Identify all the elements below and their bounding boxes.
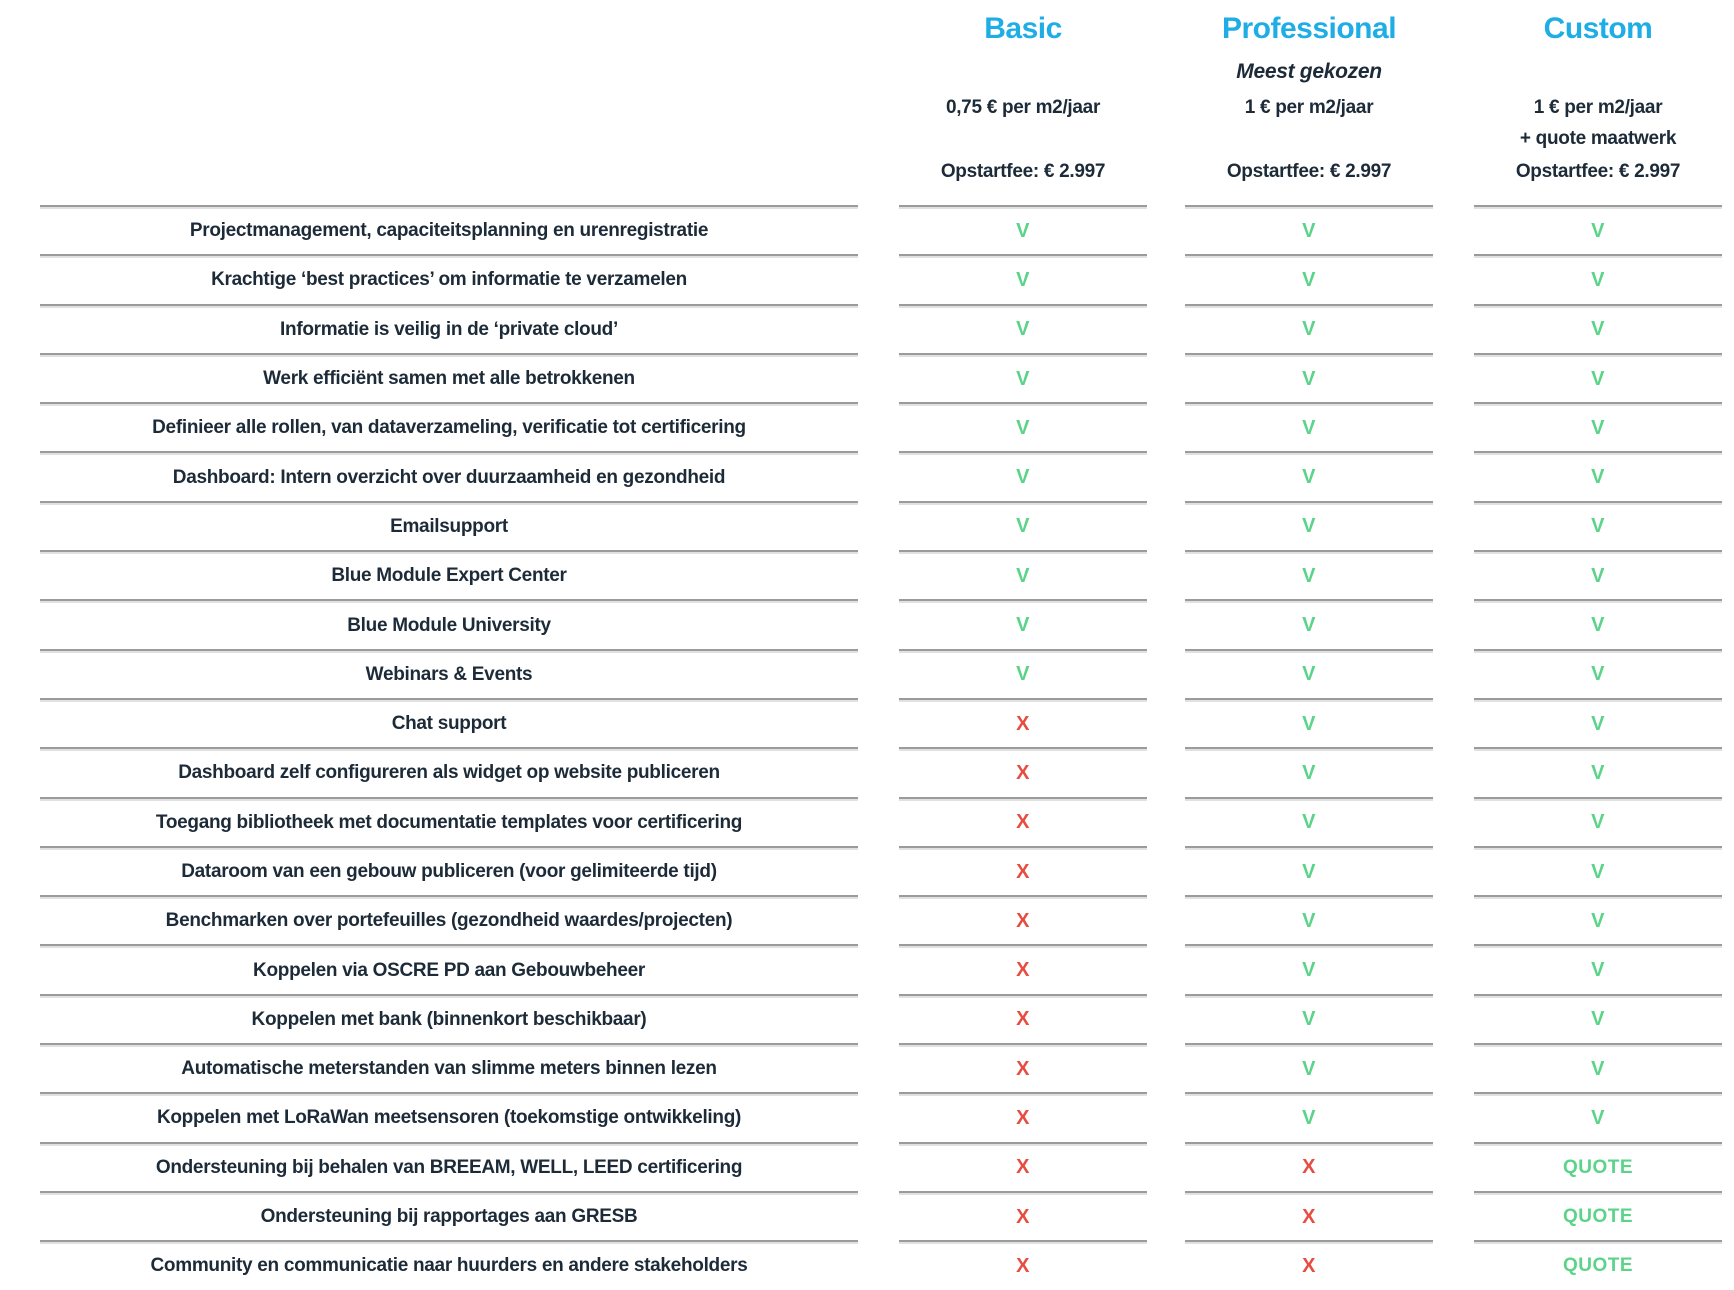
feature-row <box>0 304 1734 353</box>
mark-cell-basic <box>899 1191 1147 1240</box>
mark-no: X <box>1016 1008 1030 1031</box>
feature-cell <box>40 304 858 353</box>
feature-label: Dashboard: Intern overzicht over duurzaamheid en gezondheid <box>172 466 726 488</box>
mark-yes: V <box>1302 811 1316 834</box>
feature-label: Dataroom van een gebouw publiceren (voor gelimiteerde tijd) <box>181 861 717 882</box>
mark-yes: V <box>1591 268 1605 291</box>
feature-row <box>0 797 1734 846</box>
mark-cell-custom <box>1474 1142 1722 1191</box>
mark-yes: V <box>1591 959 1605 982</box>
mark-cell-custom <box>1474 1240 1722 1289</box>
mark-no: X <box>1016 959 1030 982</box>
feature-cell <box>40 205 858 254</box>
feature-label: Webinars & Events <box>365 663 533 685</box>
mark-yes: V <box>1591 761 1605 784</box>
feature-row <box>0 205 1734 254</box>
feature-label: Community en communicatie naar huurders en andere stakeholders <box>150 1255 748 1277</box>
feature-cell <box>40 797 858 846</box>
mark-cell-basic <box>899 797 1147 846</box>
feature-cell <box>40 550 858 599</box>
mark-cell-basic <box>899 402 1147 451</box>
mark-cell-basic <box>899 451 1147 500</box>
mark-cell-basic <box>899 550 1147 599</box>
mark-yes: V <box>1302 761 1316 784</box>
feature-label: Ondersteuning bij rapportages aan GRESB <box>260 1206 638 1228</box>
feature-row <box>0 1043 1734 1092</box>
feature-cell <box>40 1043 858 1092</box>
feature-cell <box>40 747 858 796</box>
plan-price-basic: 0,75 € per m2/jaar <box>945 97 1101 118</box>
mark-cell-professional <box>1185 501 1433 550</box>
feature-label: Informatie is veilig in de ‘private cloud’ <box>280 318 618 340</box>
feature-row <box>0 698 1734 747</box>
feature-row <box>0 747 1734 796</box>
plan-startfee-professional: Opstartfee: € 2.997 <box>1226 161 1392 182</box>
mark-cell-professional <box>1185 550 1433 599</box>
plan-price-professional: 1 € per m2/jaar <box>1244 97 1374 118</box>
feature-cell <box>40 698 858 747</box>
mark-yes: V <box>1302 367 1316 390</box>
feature-cell <box>40 1191 858 1240</box>
feature-label: Ondersteuning bij behalen van BREEAM, WELL, LEED certificering <box>155 1156 743 1178</box>
mark-cell-professional <box>1185 254 1433 303</box>
mark-no: X <box>1302 1156 1316 1179</box>
feature-row <box>0 254 1734 303</box>
mark-cell-professional <box>1185 994 1433 1043</box>
mark-yes: V <box>1302 219 1316 242</box>
mark-cell-basic <box>899 254 1147 303</box>
mark-cell-custom <box>1474 1191 1722 1240</box>
mark-cell-custom <box>1474 353 1722 402</box>
mark-yes: V <box>1302 663 1316 686</box>
feature-cell <box>40 895 858 944</box>
mark-cell-custom <box>1474 846 1722 895</box>
feature-label: Blue Module University <box>347 614 551 636</box>
mark-yes: V <box>1591 860 1605 883</box>
plan-header-custom <box>1474 0 1722 205</box>
mark-no: X <box>1016 1057 1030 1080</box>
mark-cell-professional <box>1185 353 1433 402</box>
feature-row <box>0 402 1734 451</box>
mark-cell-professional <box>1185 698 1433 747</box>
feature-label: Dashboard zelf configureren als widget op website publiceren <box>178 762 720 784</box>
mark-cell-custom <box>1474 501 1722 550</box>
feature-cell <box>40 1092 858 1141</box>
mark-yes: V <box>1016 663 1030 686</box>
mark-cell-basic <box>899 1043 1147 1092</box>
mark-yes: V <box>1591 367 1605 390</box>
mark-quote: QUOTE <box>1562 1156 1634 1178</box>
mark-no: X <box>1016 811 1030 834</box>
mark-yes: V <box>1302 515 1316 538</box>
mark-cell-basic <box>899 205 1147 254</box>
feature-row <box>0 353 1734 402</box>
mark-cell-basic <box>899 994 1147 1043</box>
mark-yes: V <box>1591 466 1605 489</box>
mark-no: X <box>1302 1254 1316 1277</box>
plan-name-basic: Basic <box>984 12 1062 45</box>
feature-row <box>0 1191 1734 1240</box>
feature-label: Blue Module Expert Center <box>331 565 567 587</box>
plans-header-row <box>0 0 1734 205</box>
mark-yes: V <box>1591 663 1605 686</box>
feature-row <box>0 846 1734 895</box>
mark-yes: V <box>1591 811 1605 834</box>
mark-cell-basic <box>899 649 1147 698</box>
plan-header-basic <box>899 0 1147 205</box>
feature-label: Koppelen met bank (binnenkort beschikbaar) <box>251 1008 647 1030</box>
feature-label: Koppelen met LoRaWan meetsensoren (toekomstige ontwikkeling) <box>156 1107 742 1129</box>
mark-cell-professional <box>1185 1142 1433 1191</box>
mark-yes: V <box>1302 1008 1316 1031</box>
mark-yes: V <box>1016 268 1030 291</box>
mark-yes: V <box>1302 466 1316 489</box>
mark-cell-basic <box>899 1240 1147 1289</box>
mark-cell-professional <box>1185 846 1433 895</box>
feature-row <box>0 550 1734 599</box>
mark-yes: V <box>1591 219 1605 242</box>
mark-yes: V <box>1302 318 1316 341</box>
feature-row <box>0 944 1734 993</box>
mark-cell-professional <box>1185 1240 1433 1289</box>
feature-label: Krachtige ‘best practices’ om informatie te verzamelen <box>211 269 687 291</box>
feature-row <box>0 994 1734 1043</box>
mark-yes: V <box>1591 712 1605 735</box>
feature-cell <box>40 599 858 648</box>
mark-yes: V <box>1302 564 1316 587</box>
mark-cell-professional <box>1185 747 1433 796</box>
mark-yes: V <box>1302 614 1316 637</box>
mark-cell-custom <box>1474 895 1722 944</box>
mark-no: X <box>1016 909 1030 932</box>
mark-cell-custom <box>1474 254 1722 303</box>
mark-cell-custom <box>1474 797 1722 846</box>
mark-yes: V <box>1591 909 1605 932</box>
mark-cell-basic <box>899 895 1147 944</box>
mark-cell-custom <box>1474 402 1722 451</box>
feature-label: Benchmarken over portefeuilles (gezondheid waardes/projecten) <box>165 910 733 932</box>
mark-cell-professional <box>1185 1191 1433 1240</box>
feature-cell <box>40 501 858 550</box>
mark-cell-basic <box>899 698 1147 747</box>
mark-yes: V <box>1016 564 1030 587</box>
plan-price-custom: 1 € per m2/jaar <box>1533 97 1663 118</box>
mark-quote: QUOTE <box>1562 1255 1634 1277</box>
mark-cell-basic <box>899 353 1147 402</box>
mark-cell-custom <box>1474 599 1722 648</box>
mark-yes: V <box>1302 416 1316 439</box>
mark-cell-custom <box>1474 1043 1722 1092</box>
mark-cell-basic <box>899 944 1147 993</box>
plan-header-professional <box>1185 0 1433 205</box>
mark-yes: V <box>1591 1106 1605 1129</box>
mark-cell-professional <box>1185 944 1433 993</box>
mark-no: X <box>1016 860 1030 883</box>
mark-cell-custom <box>1474 550 1722 599</box>
mark-yes: V <box>1302 712 1316 735</box>
feature-cell <box>40 846 858 895</box>
feature-row <box>0 1142 1734 1191</box>
mark-no: X <box>1016 1156 1030 1179</box>
mark-yes: V <box>1591 564 1605 587</box>
mark-cell-basic <box>899 1142 1147 1191</box>
mark-cell-custom <box>1474 994 1722 1043</box>
mark-cell-professional <box>1185 402 1433 451</box>
mark-yes: V <box>1302 860 1316 883</box>
feature-label: Koppelen via OSCRE PD aan Gebouwbeheer <box>253 959 645 981</box>
mark-cell-basic <box>899 846 1147 895</box>
mark-yes: V <box>1016 219 1030 242</box>
mark-cell-professional <box>1185 649 1433 698</box>
feature-cell <box>40 1240 858 1289</box>
mark-no: X <box>1016 761 1030 784</box>
mark-cell-custom <box>1474 649 1722 698</box>
mark-cell-custom <box>1474 1092 1722 1141</box>
mark-yes: V <box>1302 909 1316 932</box>
plan-tagline-professional: Meest gekozen <box>1236 60 1382 83</box>
plan-name-professional: Professional <box>1221 12 1397 45</box>
mark-yes: V <box>1591 416 1605 439</box>
mark-yes: V <box>1302 1057 1316 1080</box>
feature-cell <box>40 649 858 698</box>
plan-startfee-basic: Opstartfee: € 2.997 <box>940 161 1106 182</box>
mark-yes: V <box>1302 268 1316 291</box>
feature-cell <box>40 1142 858 1191</box>
feature-row <box>0 501 1734 550</box>
mark-cell-professional <box>1185 895 1433 944</box>
feature-label: Emailsupport <box>390 515 508 537</box>
feature-label: Projectmanagement, capaciteitsplanning en urenregistratie <box>189 220 709 242</box>
feature-cell <box>40 994 858 1043</box>
mark-cell-professional <box>1185 1092 1433 1141</box>
feature-row <box>0 895 1734 944</box>
plan-price-extra-custom: + quote maatwerk <box>1519 128 1677 149</box>
mark-cell-professional <box>1185 205 1433 254</box>
mark-cell-professional <box>1185 304 1433 353</box>
mark-cell-custom <box>1474 304 1722 353</box>
mark-yes: V <box>1016 515 1030 538</box>
mark-no: X <box>1016 712 1030 735</box>
feature-label: Definieer alle rollen, van dataverzameling, verificatie tot certificering <box>152 417 746 439</box>
mark-no: X <box>1302 1205 1316 1228</box>
mark-cell-custom <box>1474 747 1722 796</box>
mark-cell-professional <box>1185 797 1433 846</box>
mark-cell-professional <box>1185 599 1433 648</box>
mark-yes: V <box>1591 318 1605 341</box>
mark-cell-basic <box>899 501 1147 550</box>
feature-cell <box>40 353 858 402</box>
mark-yes: V <box>1302 1106 1316 1129</box>
feature-label: Werk efficiënt samen met alle betrokkenen <box>263 368 635 390</box>
mark-no: X <box>1016 1106 1030 1129</box>
mark-yes: V <box>1016 318 1030 341</box>
mark-cell-basic <box>899 599 1147 648</box>
mark-yes: V <box>1016 614 1030 637</box>
feature-row <box>0 451 1734 500</box>
feature-label: Chat support <box>391 713 507 735</box>
mark-cell-custom <box>1474 698 1722 747</box>
feature-column-header <box>40 0 858 205</box>
feature-row <box>0 1240 1734 1289</box>
feature-rows <box>0 205 1734 1290</box>
mark-cell-basic <box>899 747 1147 796</box>
feature-row <box>0 599 1734 648</box>
feature-label: Automatische meterstanden van slimme meters binnen lezen <box>181 1058 717 1080</box>
feature-cell <box>40 944 858 993</box>
mark-no: X <box>1016 1205 1030 1228</box>
mark-yes: V <box>1302 959 1316 982</box>
mark-cell-custom <box>1474 451 1722 500</box>
mark-cell-professional <box>1185 451 1433 500</box>
mark-cell-professional <box>1185 1043 1433 1092</box>
mark-quote: QUOTE <box>1562 1206 1634 1228</box>
plan-startfee-custom: Opstartfee: € 2.997 <box>1515 161 1681 182</box>
mark-yes: V <box>1016 367 1030 390</box>
feature-row <box>0 1092 1734 1141</box>
mark-no: X <box>1016 1254 1030 1277</box>
plan-name-custom: Custom <box>1543 12 1653 45</box>
feature-cell <box>40 402 858 451</box>
mark-cell-basic <box>899 1092 1147 1141</box>
feature-label: Toegang bibliotheek met documentatie templates voor certificering <box>155 811 743 833</box>
mark-cell-custom <box>1474 205 1722 254</box>
mark-yes: V <box>1016 416 1030 439</box>
feature-cell <box>40 451 858 500</box>
feature-row <box>0 649 1734 698</box>
mark-yes: V <box>1591 515 1605 538</box>
mark-yes: V <box>1016 466 1030 489</box>
mark-yes: V <box>1591 614 1605 637</box>
mark-cell-basic <box>899 304 1147 353</box>
mark-yes: V <box>1591 1008 1605 1031</box>
feature-cell <box>40 254 858 303</box>
mark-yes: V <box>1591 1057 1605 1080</box>
mark-cell-custom <box>1474 944 1722 993</box>
